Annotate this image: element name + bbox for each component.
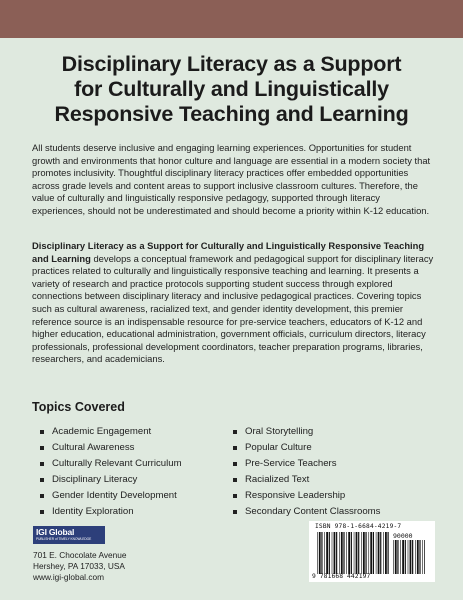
publisher-logo-tagline: PUBLISHER of TIMELY KNOWLEDGE — [36, 537, 92, 541]
barcode-stripe — [317, 532, 318, 574]
topic-item: Popular Culture — [233, 440, 380, 456]
price-code: 90000 — [393, 532, 413, 540]
topic-item: Identity Exploration — [40, 504, 182, 520]
barcode-stripe — [346, 532, 347, 574]
address-line-1: 701 E. Chocolate Avenue — [33, 550, 127, 560]
topics-list-left — [40, 424, 182, 519]
barcode-stripe — [354, 532, 355, 574]
barcode-stripe — [329, 532, 330, 574]
barcode-stripe — [368, 532, 369, 574]
barcode-stripe — [395, 540, 397, 574]
barcode-stripe — [365, 532, 366, 574]
barcode-stripe — [370, 532, 372, 574]
barcode-stripe — [419, 540, 420, 574]
barcode-stripe — [334, 532, 336, 574]
barcode-stripe — [339, 532, 340, 574]
topic-item: Disciplinary Literacy — [40, 472, 182, 488]
topic-item: Racialized Text — [233, 472, 380, 488]
barcode-stripe — [332, 532, 333, 574]
barcode-stripe — [383, 532, 384, 574]
isbn-barcode — [309, 521, 435, 582]
topic-item: Pre-Service Teachers — [233, 456, 380, 472]
barcode-bars-addon — [393, 540, 425, 574]
publisher-logo-name: IGI Global — [36, 527, 75, 537]
topic-item: Oral Storytelling — [233, 424, 380, 440]
barcode-stripe — [321, 532, 322, 574]
description-text: develops a conceptual framework and pedagogical support for disciplinary literacy practices related to culturally and linguistically responsive teaching and learning. It presents a variety of research and practice protocols supporting student success through explored connections between disciplinary literacy and inclusive pedagogical practices. Covering topics such as cultural awareness, racialized text, and gender identity development, this premier reference source is an indispensable resource for pre-service teachers, educators of K-12 and higher education, educational administration, government officials, curriculum directors, literacy professionals, professional development coordinators, teacher preparation programs, libraries, researchers, and academicians. — [32, 252, 434, 365]
barcode-stripe — [376, 532, 377, 574]
barcode-stripe — [348, 532, 350, 574]
title-line-3: Responsive Teaching and Learning — [54, 102, 409, 126]
title-line-1: Disciplinary Literacy as a Support — [61, 52, 402, 76]
intro-paragraph: All students deserve inclusive and engaging learning experiences. Opportunities for student growth and environments that honor culture and language are essential in a modern society that promotes inclusivity. Thoughtful disciplinary literacy practices offer embedded opportunities across grade levels and content areas to support inclusive classroom cultures. Therefore, the value of culturally and linguistically responsive pedagogy, supported through literacy experiences, should not be underestimated and should become a priority within K-12 education. — [32, 142, 431, 216]
barcode-stripe — [378, 532, 380, 574]
barcode-stripe — [326, 532, 328, 574]
topic-item: Secondary Content Classrooms — [233, 504, 380, 520]
barcode-stripe — [319, 532, 321, 574]
barcode-stripe — [410, 540, 412, 574]
barcode-stripe — [356, 532, 358, 574]
barcode-stripe — [336, 532, 337, 574]
barcode-stripe — [405, 540, 406, 574]
topic-item: Academic Engagement — [40, 424, 182, 440]
barcode-stripe — [393, 540, 394, 574]
barcode-stripe — [400, 540, 401, 574]
topic-item: Gender Identity Development — [40, 488, 182, 504]
ean-digits: 9 781668 442197 — [312, 573, 371, 580]
description-book-title: Disciplinary Literacy as a Support for Culturally and Linguistically Responsive Teaching and Learning — [32, 240, 425, 264]
topic-item: Cultural Awareness — [40, 440, 182, 456]
top-color-band — [0, 0, 463, 38]
topic-item: Responsive Leadership — [233, 488, 380, 504]
topics-heading: Topics Covered — [32, 400, 125, 414]
barcode-stripe — [402, 540, 404, 574]
topics-list-right — [233, 424, 380, 519]
barcode-bars-main — [317, 532, 389, 574]
barcode-stripe — [380, 532, 381, 574]
description-paragraph — [32, 240, 434, 366]
isbn-text: ISBN 978-1-6684-4219-7 — [315, 523, 402, 530]
barcode-stripe — [412, 540, 413, 574]
barcode-stripe — [351, 532, 352, 574]
publisher-website: www.igi-global.com — [33, 572, 105, 582]
publisher-address — [33, 550, 127, 583]
barcode-stripe — [361, 532, 362, 574]
barcode-stripe — [324, 532, 325, 574]
barcode-stripe — [408, 540, 409, 574]
barcode-stripe — [422, 540, 423, 574]
barcode-stripe — [343, 532, 344, 574]
barcode-stripe — [341, 532, 343, 574]
title-line-2: for Culturally and Linguistically — [74, 77, 389, 101]
barcode-stripe — [415, 540, 416, 574]
barcode-stripe — [417, 540, 419, 574]
publisher-logo — [33, 526, 105, 544]
barcode-stripe — [363, 532, 365, 574]
barcode-stripe — [397, 540, 398, 574]
barcode-stripe — [388, 532, 389, 574]
barcode-stripe — [424, 540, 425, 574]
barcode-stripe — [385, 532, 387, 574]
barcode-stripe — [358, 532, 359, 574]
topic-item: Culturally Relevant Curriculum — [40, 456, 182, 472]
barcode-stripe — [373, 532, 374, 574]
book-title — [30, 52, 433, 127]
address-line-2: Hershey, PA 17033, USA — [33, 561, 125, 571]
